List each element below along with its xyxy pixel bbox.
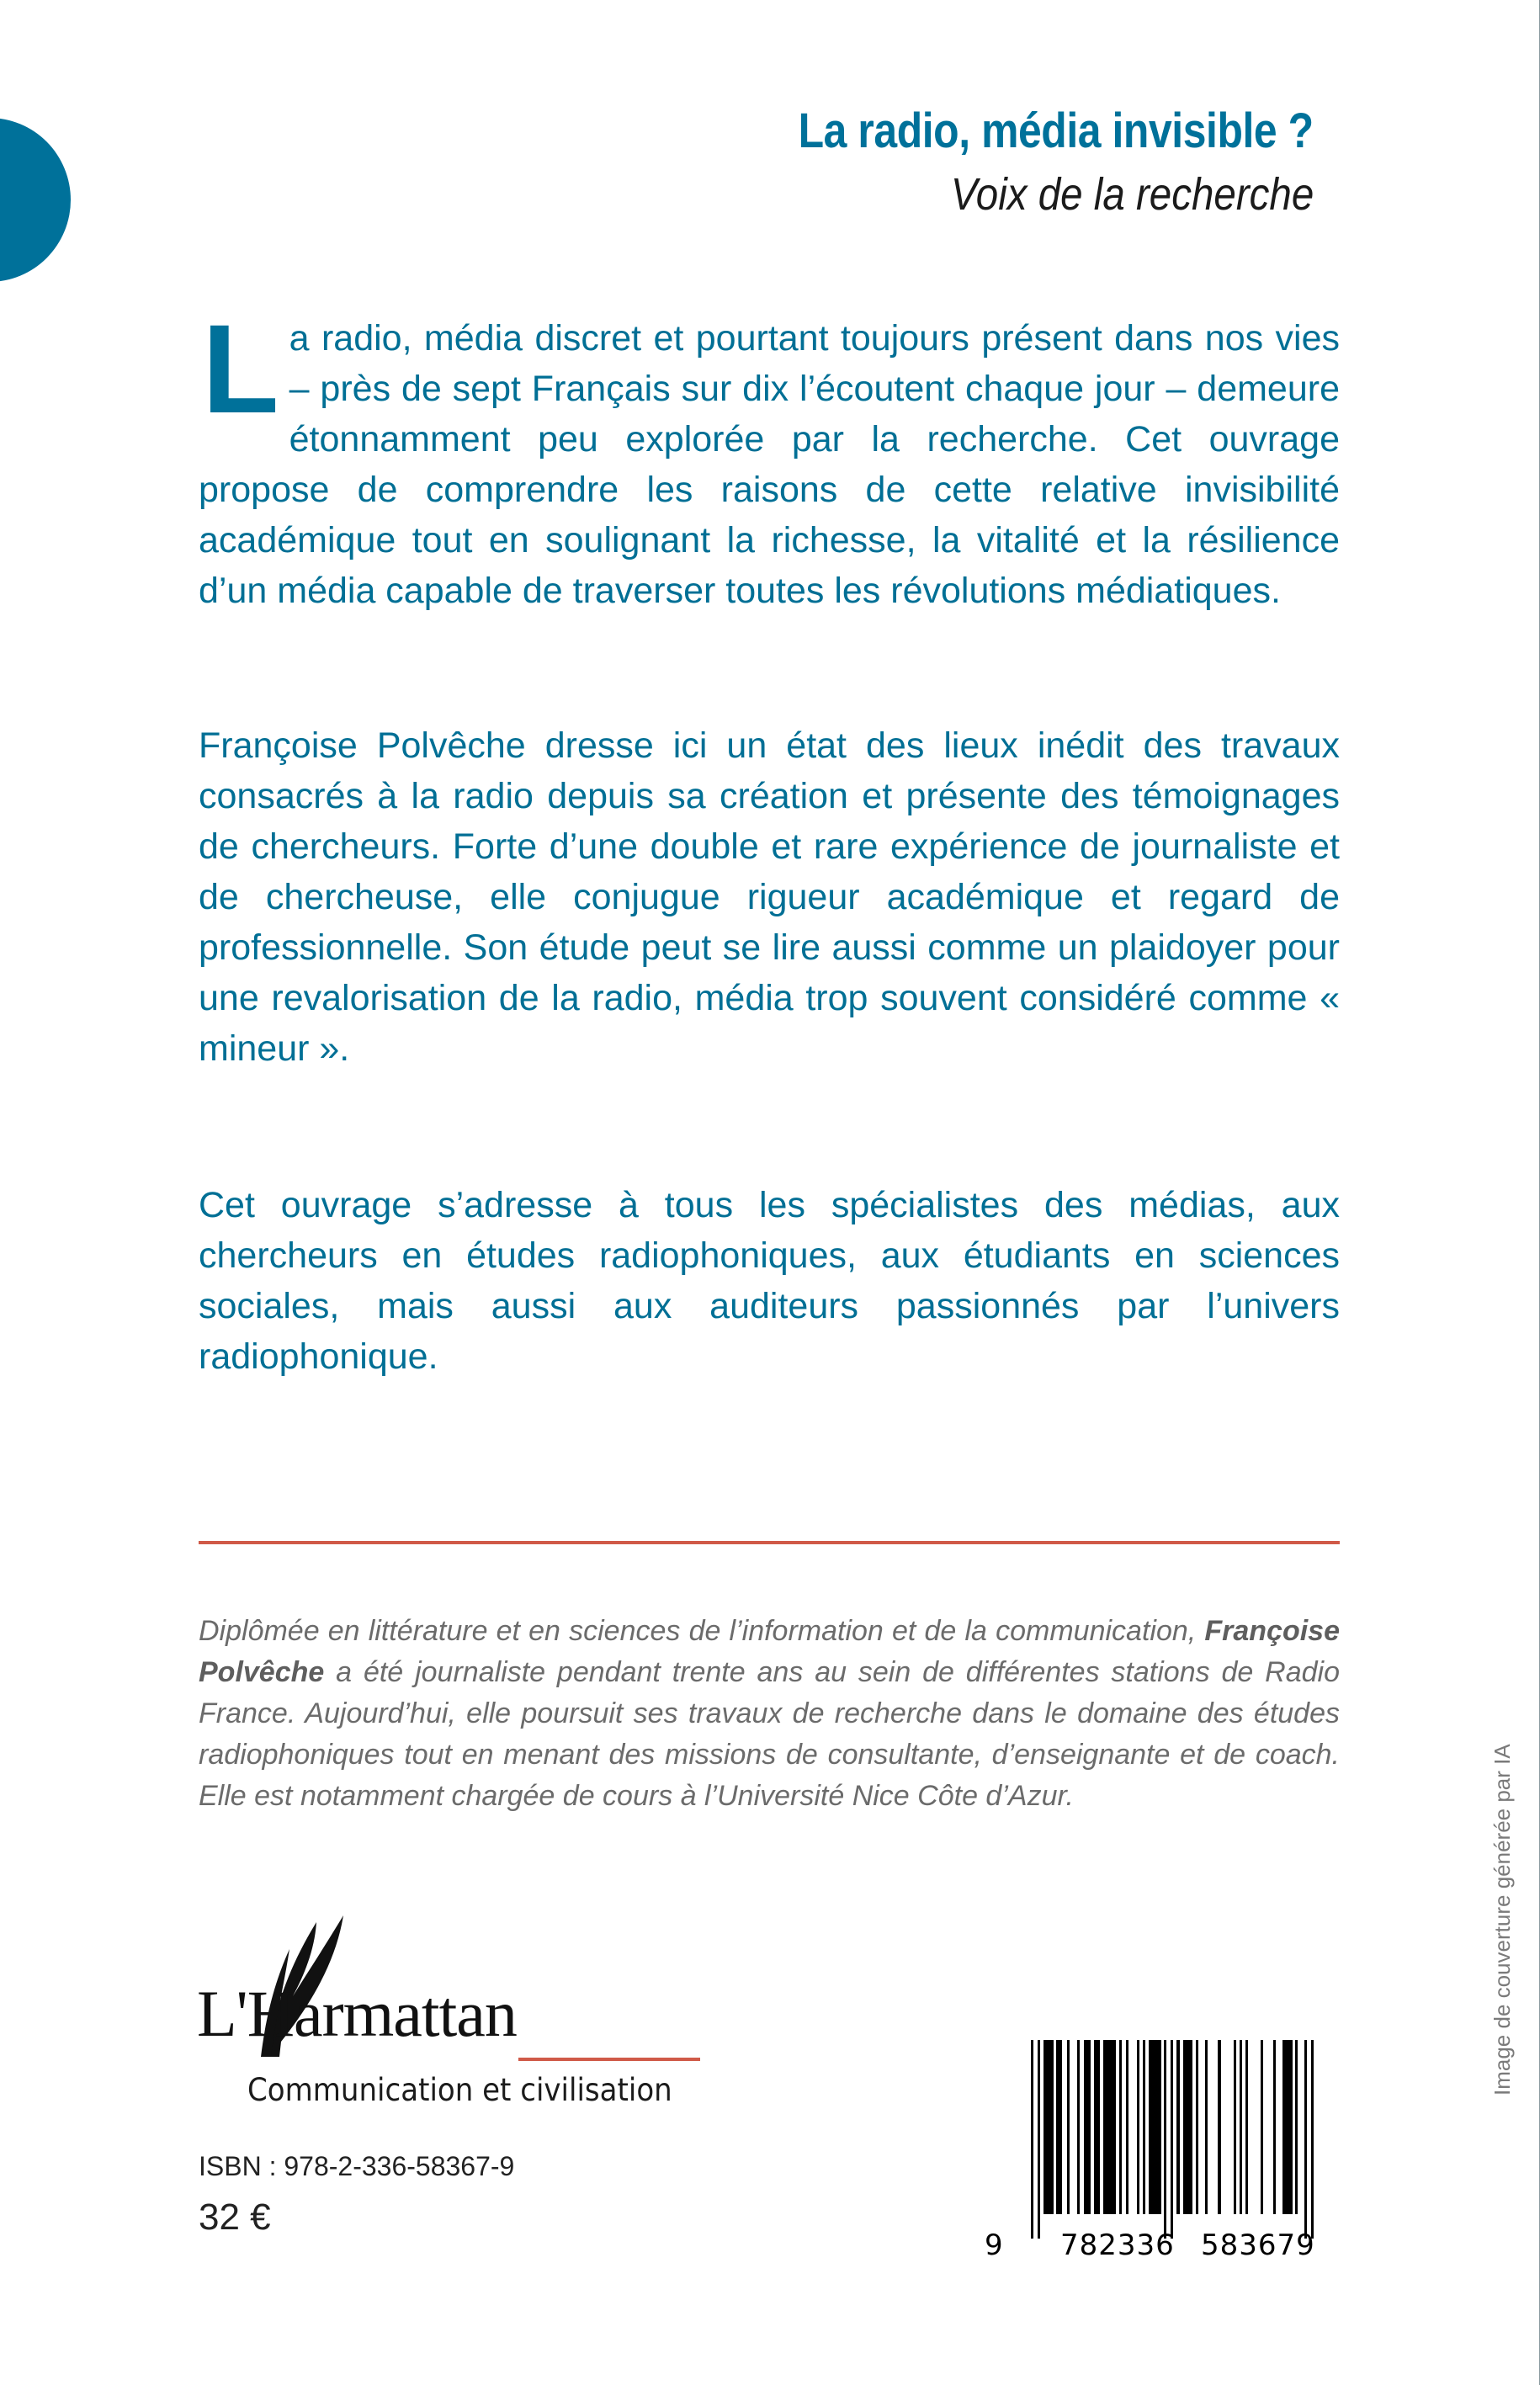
barcode-left-digits: 782336 <box>1060 2228 1175 2262</box>
book-title: La radio, média invisible ? <box>798 104 1314 158</box>
section-divider <box>199 1541 1340 1544</box>
logo-underline <box>518 2058 700 2061</box>
publisher-logo <box>197 1910 719 2129</box>
blurb-paragraph-3 <box>199 1180 1340 1382</box>
publisher-name <box>197 1976 517 2052</box>
barcode-first-digit: 9 <box>985 2228 1004 2262</box>
publisher-name-prefix: L'H <box>197 1977 295 2050</box>
blurb-paragraph-3-text: Cet ouvrage s’adresse à tous les spécialistes des médias, aux chercheurs en études radiophoniques, aux étudiants en sciences sociales, mais aussi aux auditeurs passionnés par l’univers radiophonique. <box>199 1185 1340 1377</box>
author-bio <box>199 1611 1340 1817</box>
collection-name: Communication et civilisation <box>247 2072 672 2108</box>
barcode-bars-icon <box>968 2037 1355 2239</box>
author-bio-intro: Diplômée en littérature et en sciences de l’information et de la communication, <box>199 1615 1205 1647</box>
book-subtitle: Voix de la recherche <box>950 169 1314 220</box>
author-name: Françoise Polvêche <box>199 1615 1340 1688</box>
blurb-paragraph-1 <box>199 298 1340 616</box>
author-bio-rest: a été journaliste pendant trente ans au sein de différentes stations de Radio France. Aujourd’hui, elle poursuit ses travaux de recherche dans le domaine des études radiophoniques tout en menant des missions de consultante, d’enseignante et de coach. Elle est notamment chargée de cours à l’Université Nice Côte d’Azur. <box>199 1656 1340 1812</box>
drop-cap: L <box>202 298 279 439</box>
decorative-half-circle <box>0 118 71 282</box>
price: 32 € <box>199 2196 271 2238</box>
barcode-right-digits: 583679 <box>1201 2228 1315 2262</box>
cover-image-credit: Image de couverture générée par IA <box>1490 1744 1515 2096</box>
publisher-name-suffix: armattan <box>294 1977 517 2050</box>
blurb-paragraph-2-text: Françoise Polvêche dresse ici un état des lieux inédit des travaux consacrés à la radio depuis sa création et présente des témoignages de chercheurs. Forte d’une double et rare expérience de journaliste et de chercheuse, elle conjugue rigueur académique et regard de professionnelle. Son étude peut se lire aussi comme un plaidoyer pour une revalorisation de la radio, média trop souvent considéré comme « mineur ». <box>199 725 1340 1069</box>
blurb-paragraph-2 <box>199 720 1340 1074</box>
ean-barcode <box>968 2037 1355 2272</box>
blurb-paragraph-1-text: a radio, média discret et pourtant toujours présent dans nos vies – près de sept Français sur dix l’écoutent chaque jour – demeure étonnamment peu explorée par la recherche. Cet ouvrage propose de comprendre les raisons de cette relative invisibilité académique tout en soulignant la richesse, la vitalité et la résilience d’un média capable de traverser toutes les révolutions médiatiques. <box>199 318 1340 611</box>
isbn: ISBN : 978-2-336-58367-9 <box>199 2151 515 2181</box>
